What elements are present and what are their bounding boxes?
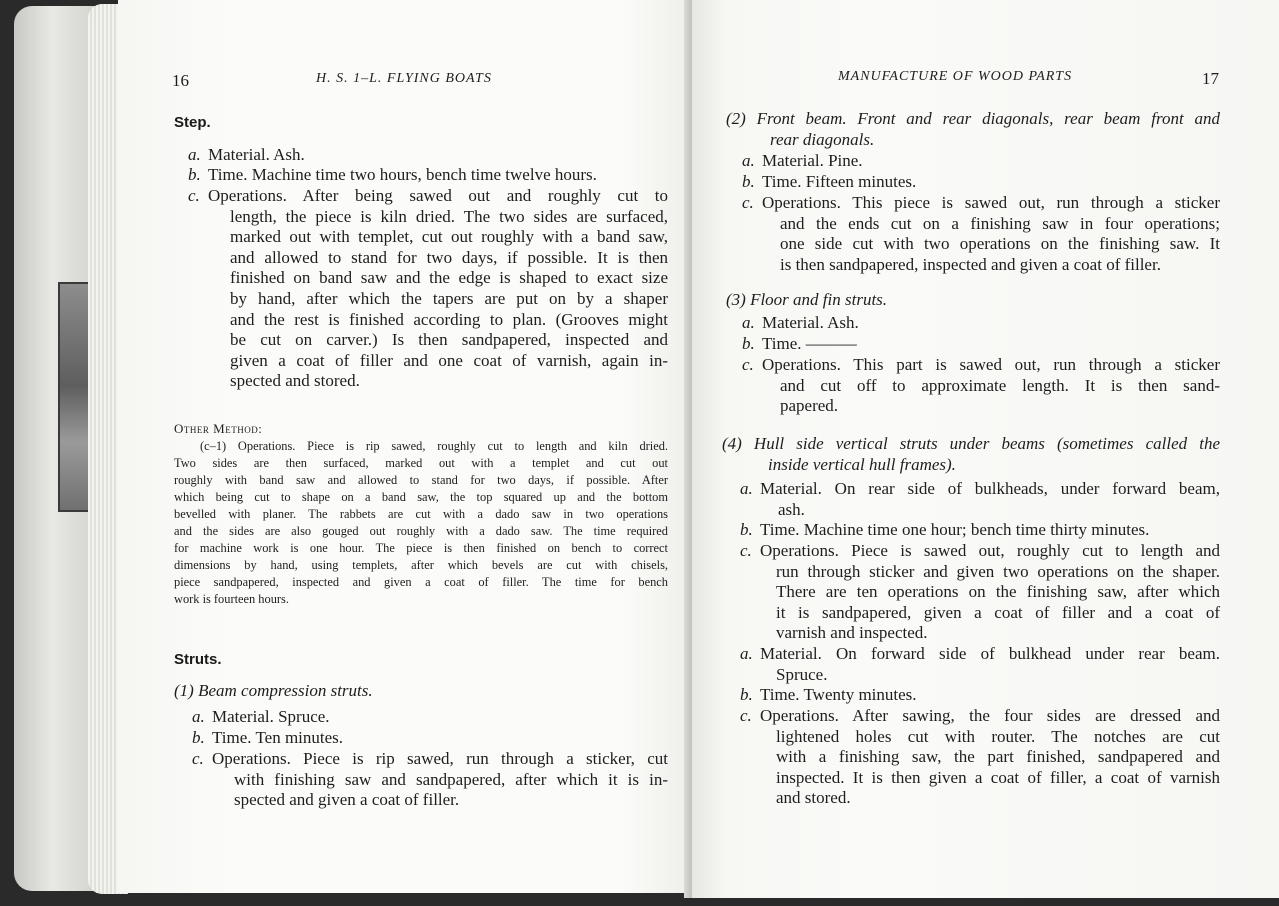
- page-number: 16: [172, 71, 189, 90]
- section-3-item-b: b. Time. ———: [742, 334, 857, 353]
- step-item-c: c. Operations. After being sawed out and roughly cut to length, the piece is kiln dried. The two sides are surfaced, marked out with templet, cut out roughly with a band saw, and allowed to stand for two days, if possible. It is then finished on band saw and the edge is shaped to exact size by hand, after which the tapers are put on by a shaper and the rest is finished according to plan. (Grooves might be cut on carver.) Is then sandpapered, inspected and given a coat of filler and one coat of varnish, again in- spected and stored.: [188, 186, 668, 391]
- section-2-item-a: a. Material. Pine.: [742, 151, 863, 170]
- section-3-item-c: c. Operations. This part is sawed out, run through a sticker and cut off to approximate length. It is then sand- papered.: [742, 355, 1220, 416]
- section-heading-step: Step.: [174, 114, 211, 131]
- step-item-b: b. Time. Machine time two hours, bench time twelve hours.: [188, 165, 597, 184]
- step-item-a: a. Material. Ash.: [188, 145, 305, 164]
- section-4-item-c: c. Operations. Piece is sawed out, roughly cut to length and run through sticker and given two operations on the shaper. There are ten operations on the finishing saw, after which it is sandpapered, given a coat of filler and a coat of varnish and inspected.: [740, 541, 1220, 643]
- section-3-item-a: a. Material. Ash.: [742, 313, 859, 332]
- section-4-item-b2: b. Time. Twenty minutes.: [740, 685, 917, 704]
- section-2-item-c: c. Operations. This piece is sawed out, run through a sticker and the ends cut on a finishing saw in four operations; one side cut with two operations on the finishing saw. It is then sandpapered, inspected and given a coat of filler.: [742, 193, 1220, 274]
- section-4-item-a: a. Material. On rear side of bulkheads, under forward beam, ash.: [740, 479, 1220, 519]
- right-page: [692, 0, 1279, 898]
- section-4-title: (4) Hull side vertical struts under beams (sometimes called the inside vertical hull frames).: [722, 434, 1220, 474]
- running-head: MANUFACTURE OF WOOD PARTS: [838, 69, 1073, 84]
- section-2-item-b: b. Time. Fifteen minutes.: [742, 172, 917, 191]
- section-3-title: (3) Floor and fin struts.: [726, 290, 888, 309]
- left-page: [118, 0, 692, 893]
- section-4-item-a2: a. Material. On forward side of bulkhead under rear beam. Spruce.: [740, 644, 1220, 684]
- section-4-item-b: b. Time. Machine time one hour; bench time thirty minutes.: [740, 520, 1150, 539]
- struts-1-item-c: c. Operations. Piece is rip sawed, run through a sticker, cut with finishing saw and sandpapered, after which it is in- spected and given a coat of filler.: [192, 749, 668, 810]
- section-heading-struts: Struts.: [174, 651, 222, 668]
- struts-1-item-a: a. Material. Spruce.: [192, 707, 330, 726]
- struts-1-item-b: b. Time. Ten minutes.: [192, 728, 344, 747]
- other-method-paragraph: (c–1) Operations. Piece is rip sawed, roughly cut to length and kiln dried. Two sides are then surfaced, marked out with a templet and cut out roughly with band saw and allowed to stand for two days, if possible. After which being cut to shape on a band saw, the top squared up and the bottom bevelled with planer. The rabbets are cut with a dado saw in two operations and the sides are also gouged out roughly with a dado saw. The time required for machine work is one hour. The piece is then finished on bench to correct dimensions by hand, using templets, after which bevels are cut with chisels, piece sandpapered, inspected and given a coat of filler. The time for bench work is fourteen hours.: [174, 439, 668, 606]
- section-4-item-c2: c. Operations. After sawing, the four sides are dressed and lightened holes cut with router. The notches are cut with a finishing saw, the part finished, sandpapered and inspected. It is then given a coat of filler, a coat of varnish and stored.: [740, 706, 1220, 808]
- section-2-title: (2) Front beam. Front and rear diagonals, rear beam front and rear diagonals.: [726, 109, 1220, 149]
- struts-1-title: (1) Beam compression struts.: [174, 681, 373, 700]
- page-number: 17: [1202, 69, 1219, 88]
- running-head: H. S. 1–L. FLYING BOATS: [316, 71, 492, 86]
- other-method-heading: Other Method:: [174, 421, 263, 436]
